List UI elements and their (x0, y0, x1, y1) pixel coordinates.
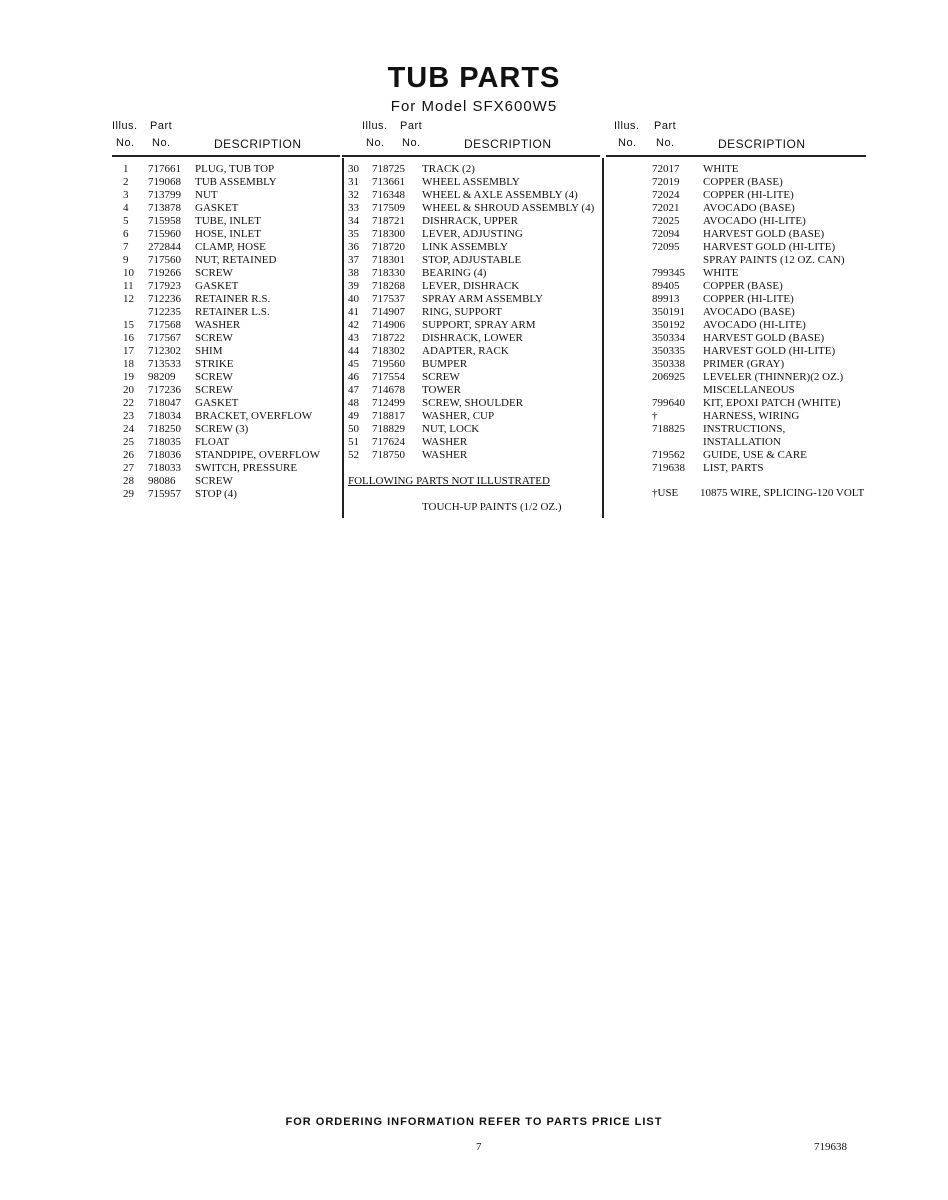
table-row (605, 306, 905, 319)
part-description: STOP (4) (195, 488, 237, 500)
part-number: 719562 (652, 449, 685, 461)
part-description: SHIM (195, 345, 223, 357)
footnote-part: †USE (652, 487, 679, 499)
table-row (345, 332, 602, 345)
header-part-no: No. (402, 137, 421, 149)
part-number: 717624 (372, 436, 405, 448)
part-number: 718829 (372, 423, 405, 435)
table-row (0, 215, 340, 228)
header-part-no: No. (152, 137, 171, 149)
part-description: GASKET (195, 397, 239, 409)
part-description: GUIDE, USE & CARE (703, 449, 807, 461)
page-number: 7 (476, 1141, 482, 1153)
table-row (605, 449, 905, 462)
table-row (0, 306, 340, 319)
part-number: 718725 (372, 163, 405, 175)
table-row (605, 163, 905, 176)
illus-number: 35 (348, 228, 359, 240)
page-title: TUB PARTS (387, 62, 561, 94)
header-rule (606, 155, 866, 157)
part-number: 272844 (148, 241, 181, 253)
part-description: BUMPER (422, 358, 468, 370)
illus-number: 29 (123, 488, 134, 500)
illus-number: 39 (348, 280, 359, 292)
illus-number: 25 (123, 436, 134, 448)
table-row (0, 319, 340, 332)
illus-number: 22 (123, 397, 134, 409)
part-number: 713533 (148, 358, 181, 370)
part-description: NUT (195, 189, 218, 201)
part-description: SCREW, SHOULDER (422, 397, 524, 409)
table-row (605, 280, 905, 293)
part-number: † (652, 410, 658, 422)
part-description: LEVER, DISHRACK (422, 280, 520, 292)
header-part: Part (150, 120, 173, 132)
header-part: Part (400, 120, 423, 132)
part-description: SCREW (3) (195, 423, 249, 435)
header-illus-no: No. (366, 137, 385, 149)
part-description: HOSE, INLET (195, 228, 261, 240)
illus-number: 24 (123, 423, 134, 435)
table-row (0, 163, 340, 176)
part-number: 98086 (148, 475, 176, 487)
part-description: SPRAY ARM ASSEMBLY (422, 293, 543, 305)
part-number: 713799 (148, 189, 181, 201)
part-description: LINK ASSEMBLY (422, 241, 508, 253)
part-description: LEVER, ADJUSTING (422, 228, 523, 240)
touch-up-paints-heading: TOUCH-UP PAINTS (1/2 OZ.) (422, 501, 562, 513)
part-description: SPRAY PAINTS (12 OZ. CAN) (703, 254, 845, 266)
illus-number: 2 (123, 176, 129, 188)
part-number: 350192 (652, 319, 685, 331)
part-description: COPPER (HI-LITE) (703, 293, 794, 305)
illus-number: 5 (123, 215, 129, 227)
part-number: 712302 (148, 345, 181, 357)
part-description: HARVEST GOLD (BASE) (703, 228, 825, 240)
illus-number: 1 (123, 163, 129, 175)
part-number: 719638 (652, 462, 685, 474)
part-number: 718330 (372, 267, 405, 279)
illus-number: 11 (123, 280, 134, 292)
table-row (345, 384, 602, 397)
part-description: SCREW (195, 384, 233, 396)
ordering-footer: FOR ORDERING INFORMATION REFER TO PARTS PRICE LIST (285, 1116, 663, 1128)
illus-number: 17 (123, 345, 134, 357)
part-description: CLAMP, HOSE (195, 241, 266, 253)
part-number: 206925 (652, 371, 685, 383)
table-row (0, 228, 340, 241)
part-number: 718720 (372, 241, 405, 253)
table-row (0, 241, 340, 254)
part-description: KIT, EPOXI PATCH (WHITE) (703, 397, 841, 409)
illus-number: 45 (348, 358, 359, 370)
illus-number: 15 (123, 319, 134, 331)
illus-number: 20 (123, 384, 134, 396)
part-description: NUT, LOCK (422, 423, 480, 435)
illus-number: 12 (123, 293, 134, 305)
part-number: 717236 (148, 384, 181, 396)
table-row (345, 410, 602, 423)
table-row (605, 215, 905, 228)
illus-number: 36 (348, 241, 359, 253)
part-description: AVOCADO (HI-LITE) (703, 215, 806, 227)
table-row (605, 332, 905, 345)
part-description: GASKET (195, 202, 239, 214)
illus-number: 47 (348, 384, 359, 396)
part-description: STRIKE (195, 358, 234, 370)
table-row (0, 280, 340, 293)
table-row (0, 267, 340, 280)
table-row (605, 189, 905, 202)
part-number: 715957 (148, 488, 181, 500)
table-row (0, 410, 340, 423)
part-description: SCREW (195, 371, 233, 383)
part-description: BEARING (4) (422, 267, 487, 279)
illus-number: 9 (123, 254, 129, 266)
part-description: SCREW (195, 475, 233, 487)
part-number: 713661 (372, 176, 405, 188)
table-row (345, 423, 602, 436)
part-description: STOP, ADJUSTABLE (422, 254, 522, 266)
table-row (0, 202, 340, 215)
part-description: SCREW (195, 267, 233, 279)
part-description: SCREW (422, 371, 460, 383)
part-description: INSTRUCTIONS, (703, 423, 786, 435)
header-illus: Illus. (614, 120, 640, 132)
part-description: TUBE, INLET (195, 215, 261, 227)
part-number: 718750 (372, 449, 405, 461)
part-description: COPPER (BASE) (703, 280, 783, 292)
parts-column-1 (0, 163, 340, 501)
illus-number: 6 (123, 228, 129, 240)
illus-number: 7 (123, 241, 129, 253)
part-number: 72095 (652, 241, 680, 253)
illus-number: 16 (123, 332, 134, 344)
part-description: SUPPORT, SPRAY ARM (422, 319, 536, 331)
table-row (345, 267, 602, 280)
part-number: 714906 (372, 319, 405, 331)
part-description: SCREW (195, 332, 233, 344)
part-number: 717661 (148, 163, 181, 175)
header-description: DESCRIPTION (214, 137, 302, 151)
part-description: GASKET (195, 280, 239, 292)
footnote-description: 10875 WIRE, SPLICING-120 VOLT (700, 487, 865, 499)
part-number: 350335 (652, 345, 685, 357)
part-description: HARNESS, WIRING (703, 410, 800, 422)
part-description: RING, SUPPORT (422, 306, 503, 318)
table-row (0, 332, 340, 345)
part-description: RETAINER R.S. (195, 293, 271, 305)
part-description: BRACKET, OVERFLOW (195, 410, 313, 422)
table-row (0, 345, 340, 358)
table-row (0, 475, 340, 488)
table-row (0, 423, 340, 436)
part-number: 718035 (148, 436, 181, 448)
part-description: WASHER (195, 319, 241, 331)
part-number: 718047 (148, 397, 181, 409)
parts-column-2 (345, 163, 602, 462)
table-row (345, 371, 602, 384)
part-number: 712499 (372, 397, 405, 409)
part-description: WHEEL & SHROUD ASSEMBLY (4) (422, 202, 595, 214)
illus-number: 34 (348, 215, 359, 227)
part-number: 713878 (148, 202, 181, 214)
illus-number: 23 (123, 410, 134, 422)
part-description: AVOCADO (HI-LITE) (703, 319, 806, 331)
illus-number: 37 (348, 254, 359, 266)
table-row (605, 228, 905, 241)
model-subtitle: For Model SFX600W5 (390, 98, 558, 115)
part-number: 717509 (372, 202, 405, 214)
part-description: TRACK (2) (422, 163, 475, 175)
part-description: DISHRACK, LOWER (422, 332, 523, 344)
part-description: STANDPIPE, OVERFLOW (195, 449, 321, 461)
part-number: 718817 (372, 410, 405, 422)
part-description: WHITE (703, 267, 739, 279)
header-rule (342, 155, 600, 157)
illus-number: 51 (348, 436, 359, 448)
table-row (0, 384, 340, 397)
part-description: WASHER, CUP (422, 410, 495, 422)
part-number: 712236 (148, 293, 181, 305)
illus-number: 27 (123, 462, 134, 474)
table-row (0, 189, 340, 202)
part-number: 350338 (652, 358, 685, 370)
table-row (345, 436, 602, 449)
table-row (605, 267, 905, 280)
table-row (345, 397, 602, 410)
table-row (0, 176, 340, 189)
table-row (345, 306, 602, 319)
part-number: 718721 (372, 215, 405, 227)
part-number: 98209 (148, 371, 176, 383)
table-row (0, 358, 340, 371)
part-number: 715960 (148, 228, 181, 240)
header-illus-no: No. (116, 137, 135, 149)
illus-number: 44 (348, 345, 359, 357)
table-row (605, 436, 905, 449)
part-description: AVOCADO (BASE) (703, 306, 795, 318)
part-number: 89913 (652, 293, 680, 305)
table-row (605, 410, 905, 423)
illus-number: 32 (348, 189, 359, 201)
table-row (345, 202, 602, 215)
document-number: 719638 (814, 1141, 847, 1153)
part-description: WHEEL ASSEMBLY (422, 176, 520, 188)
part-number: 718033 (148, 462, 181, 474)
part-number: 72094 (652, 228, 680, 240)
part-number: 717923 (148, 280, 181, 292)
illus-number: 48 (348, 397, 359, 409)
part-description: PRIMER (GRAY) (703, 358, 785, 370)
table-row (605, 384, 905, 397)
table-row (345, 163, 602, 176)
illus-number: 26 (123, 449, 134, 461)
part-number: 717554 (372, 371, 405, 383)
part-description: TUB ASSEMBLY (195, 176, 277, 188)
illus-number: 18 (123, 358, 134, 370)
table-row (345, 358, 602, 371)
table-row (605, 397, 905, 410)
illus-number: 30 (348, 163, 359, 175)
table-row (0, 254, 340, 267)
part-number: 717560 (148, 254, 181, 266)
table-row (605, 241, 905, 254)
part-description: WASHER (422, 449, 468, 461)
table-row (605, 293, 905, 306)
header-description: DESCRIPTION (718, 137, 806, 151)
part-number: 717568 (148, 319, 181, 331)
part-number: 350334 (652, 332, 685, 344)
part-description: HARVEST GOLD (HI-LITE) (703, 345, 836, 357)
illus-number: 33 (348, 202, 359, 214)
table-row (345, 345, 602, 358)
illus-number: 49 (348, 410, 359, 422)
part-number: 714907 (372, 306, 405, 318)
part-number: 718302 (372, 345, 405, 357)
table-row (605, 345, 905, 358)
table-row (345, 189, 602, 202)
part-number: 718301 (372, 254, 405, 266)
table-row (0, 462, 340, 475)
table-row (345, 293, 602, 306)
part-description: WHEEL & AXLE ASSEMBLY (4) (422, 189, 578, 201)
illus-number: 40 (348, 293, 359, 305)
illus-number: 52 (348, 449, 359, 461)
part-description: NUT, RETAINED (195, 254, 277, 266)
part-description: TOWER (422, 384, 461, 396)
table-row (345, 319, 602, 332)
table-row (605, 423, 905, 436)
header-illus: Illus. (362, 120, 388, 132)
part-description: RETAINER L.S. (195, 306, 270, 318)
part-description: DISHRACK, UPPER (422, 215, 518, 227)
illus-number: 10 (123, 267, 134, 279)
part-description: FLOAT (195, 436, 230, 448)
part-description: HARVEST GOLD (BASE) (703, 332, 825, 344)
table-row (345, 228, 602, 241)
table-row (605, 371, 905, 384)
part-number: 718300 (372, 228, 405, 240)
table-row (345, 280, 602, 293)
illus-number: 43 (348, 332, 359, 344)
header-part-no: No. (656, 137, 675, 149)
part-description: COPPER (HI-LITE) (703, 189, 794, 201)
table-row (345, 241, 602, 254)
part-description: SWITCH, PRESSURE (195, 462, 298, 474)
part-description: WHITE (703, 163, 739, 175)
part-number: 718250 (148, 423, 181, 435)
part-number: 350191 (652, 306, 685, 318)
part-number: 89405 (652, 280, 680, 292)
part-number: 718722 (372, 332, 405, 344)
part-number: 72024 (652, 189, 680, 201)
part-number: 799345 (652, 267, 685, 279)
part-number: 718034 (148, 410, 181, 422)
column-divider (342, 158, 344, 518)
part-number: 719560 (372, 358, 405, 370)
table-row (345, 449, 602, 462)
part-number: 719266 (148, 267, 181, 279)
part-description: WASHER (422, 436, 468, 448)
part-description: LEVELER (THINNER)(2 OZ.) (703, 371, 844, 383)
part-number: 799640 (652, 397, 685, 409)
part-number: 715958 (148, 215, 181, 227)
part-description: COPPER (BASE) (703, 176, 783, 188)
illus-number: 3 (123, 189, 129, 201)
part-number: 719068 (148, 176, 181, 188)
header-rule (112, 155, 340, 157)
part-description: HARVEST GOLD (HI-LITE) (703, 241, 836, 253)
illus-number: 38 (348, 267, 359, 279)
table-row (0, 397, 340, 410)
illus-number: 41 (348, 306, 359, 318)
part-description: INSTALLATION (703, 436, 781, 448)
part-number: 72019 (652, 176, 680, 188)
illus-number: 19 (123, 371, 134, 383)
part-description: ADAPTER, RACK (422, 345, 509, 357)
table-row (0, 436, 340, 449)
header-part: Part (654, 120, 677, 132)
part-number: 718268 (372, 280, 405, 292)
table-row (345, 215, 602, 228)
table-row (0, 488, 340, 501)
header-illus: Illus. (112, 120, 138, 132)
header-illus-no: No. (618, 137, 637, 149)
table-row (0, 293, 340, 306)
part-number: 718825 (652, 423, 685, 435)
table-row (605, 202, 905, 215)
part-number: 717537 (372, 293, 405, 305)
table-row (605, 254, 905, 267)
illus-number: 46 (348, 371, 359, 383)
part-number: 72025 (652, 215, 680, 227)
illus-number: 42 (348, 319, 359, 331)
table-row (605, 358, 905, 371)
table-row (345, 254, 602, 267)
table-row (0, 449, 340, 462)
part-description: LIST, PARTS (703, 462, 764, 474)
illus-number: 28 (123, 475, 134, 487)
table-row (0, 371, 340, 384)
part-number: 716348 (372, 189, 405, 201)
illus-number: 50 (348, 423, 359, 435)
part-description: PLUG, TUB TOP (195, 163, 275, 175)
part-description: AVOCADO (BASE) (703, 202, 795, 214)
illus-number: 4 (123, 202, 129, 214)
part-number: 717567 (148, 332, 181, 344)
illus-number: 31 (348, 176, 359, 188)
header-description: DESCRIPTION (464, 137, 552, 151)
part-number: 712235 (148, 306, 181, 318)
table-row (605, 319, 905, 332)
table-row (605, 462, 905, 475)
table-row (345, 176, 602, 189)
not-illustrated-heading: FOLLOWING PARTS NOT ILLUSTRATED (348, 475, 550, 487)
column-divider (602, 158, 604, 518)
parts-column-3 (605, 163, 905, 475)
part-number: 718036 (148, 449, 181, 461)
part-number: 72021 (652, 202, 680, 214)
part-number: 72017 (652, 163, 680, 175)
part-description: MISCELLANEOUS (703, 384, 795, 396)
part-number: 714678 (372, 384, 405, 396)
table-row (605, 176, 905, 189)
